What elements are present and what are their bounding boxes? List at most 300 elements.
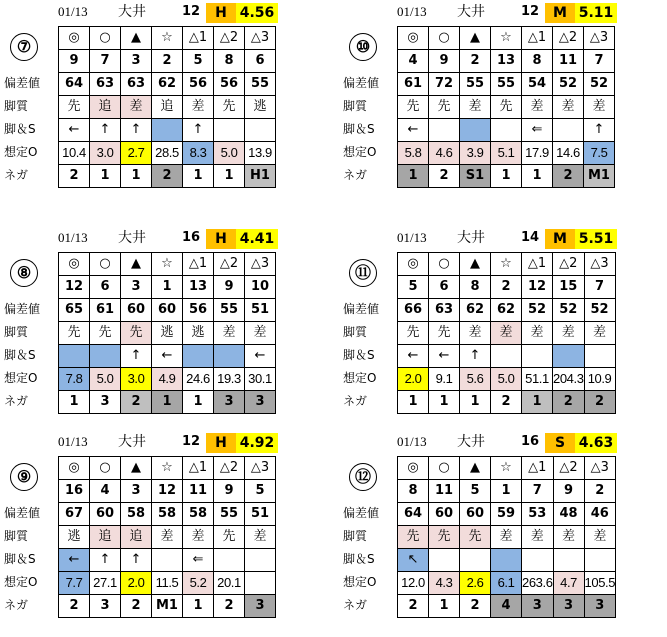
race-track: 大井 — [457, 4, 485, 20]
race-date: 01/13 — [58, 4, 88, 19]
running-style-cell: 先 — [398, 322, 429, 345]
row-label: 脚質 — [4, 99, 29, 113]
race-number: ⑦ — [10, 33, 38, 61]
deviation-cell: 60 — [460, 503, 491, 526]
legs-speed-cell: ↖ — [398, 549, 429, 572]
running-style-cell: 追 — [90, 526, 121, 549]
mark-cell: ◎ — [398, 457, 429, 480]
race-number: ⑨ — [10, 463, 38, 491]
expected-odds-row — [398, 368, 616, 391]
race-track: 大井 — [118, 434, 146, 450]
deviation-cell: 55 — [491, 73, 522, 96]
negative-cell: S1 — [460, 165, 491, 188]
deviation-cell: 56 — [214, 73, 245, 96]
negative-cell: 2 — [553, 391, 585, 414]
deviation-cell: 63 — [90, 73, 121, 96]
row-label: 偏差値 — [4, 302, 41, 316]
negative-cell: 3 — [90, 391, 121, 414]
expected-odds-cell: 19.3 — [214, 368, 245, 391]
deviation-cell: 60 — [121, 299, 152, 322]
row-label: ネガ — [343, 394, 368, 408]
legs-speed-cell: ← — [398, 119, 429, 142]
mark-cell: △2 — [553, 457, 584, 480]
negative-cell: 3 — [90, 595, 121, 618]
score-badge: 4.92 — [236, 433, 278, 453]
mark-cell: ◎ — [59, 27, 90, 50]
horse-number-cell: 5 — [183, 50, 214, 73]
legs-speed-cell — [214, 119, 245, 142]
negative-cell: 3 — [553, 595, 584, 618]
horse-number-row — [59, 50, 276, 73]
race-header — [339, 0, 667, 24]
mark-cell: ▲ — [460, 457, 491, 480]
negative-cell: 1 — [183, 595, 214, 618]
row-label: 偏差値 — [4, 76, 41, 90]
mark-cell: ▲ — [121, 457, 152, 480]
row-label: ネガ — [4, 598, 29, 612]
legs-speed-cell — [522, 345, 553, 368]
race-header — [0, 0, 330, 24]
running-style-cell: 差 — [584, 322, 615, 345]
negative-cell: 2 — [214, 595, 245, 618]
deviation-cell: 51 — [245, 299, 276, 322]
legs-speed-cell — [245, 549, 276, 572]
deviation-cell: 52 — [584, 299, 615, 322]
expected-odds-cell: 7.7 — [59, 572, 90, 595]
expected-odds-cell: 4.9 — [152, 368, 183, 391]
mark-cell: △3 — [584, 253, 615, 276]
horse-number-row — [398, 480, 616, 503]
expected-odds-cell: 7.5 — [584, 142, 615, 165]
expected-odds-cell: 51.1 — [522, 368, 553, 391]
running-style-cell: 差 — [522, 96, 553, 119]
row-label: 想定O — [4, 371, 38, 385]
legs-speed-cell: ← — [59, 549, 90, 572]
prediction-table — [58, 456, 276, 618]
negative-cell: 2 — [491, 391, 522, 414]
row-label: 脚質 — [343, 325, 368, 339]
field-size: 16 — [182, 230, 201, 245]
horse-number-cell: 7 — [584, 276, 615, 299]
row-label: 偏差値 — [343, 506, 380, 520]
horse-number-cell: 7 — [584, 50, 615, 73]
legs-speed-cell — [491, 345, 522, 368]
horse-number-cell: 10 — [245, 276, 276, 299]
expected-odds-row — [59, 572, 276, 595]
grade-badge: H — [206, 433, 236, 453]
deviation-cell: 55 — [245, 73, 276, 96]
negative-cell: 2 — [121, 595, 152, 618]
mark-cell: △2 — [553, 253, 585, 276]
horse-number-cell: 12 — [59, 276, 90, 299]
deviation-cell: 72 — [429, 73, 460, 96]
field-size: 12 — [521, 4, 540, 19]
negative-cell: 2 — [59, 595, 90, 618]
grade-badge: M — [545, 3, 575, 23]
legs-speed-cell: ← — [152, 345, 183, 368]
negative-cell: 2 — [121, 391, 152, 414]
expected-odds-cell: 204.3 — [553, 368, 585, 391]
running-style-cell: 先 — [59, 322, 90, 345]
legs-speed-cell — [90, 345, 121, 368]
field-size: 14 — [521, 230, 540, 245]
legs-speed-cell: ↑ — [584, 119, 615, 142]
race-header — [339, 226, 667, 250]
horse-number-cell: 2 — [584, 480, 616, 503]
horse-number-cell: 13 — [491, 50, 522, 73]
legs-speed-cell — [152, 119, 183, 142]
negative-cell: 2 — [553, 165, 584, 188]
row-label: 偏差値 — [4, 506, 41, 520]
running-style-cell: 追 — [152, 96, 183, 119]
mark-row — [398, 253, 616, 276]
prediction-table — [58, 252, 276, 414]
legs-speed-cell — [183, 345, 214, 368]
race-number: ⑧ — [10, 259, 38, 287]
mark-row — [59, 253, 276, 276]
expected-odds-cell: 5.1 — [491, 142, 522, 165]
mark-cell: ○ — [90, 253, 121, 276]
running-style-row — [398, 526, 616, 549]
deviation-cell: 55 — [460, 73, 491, 96]
grade-badge: H — [206, 229, 236, 249]
negative-cell: 3 — [584, 595, 616, 618]
race-date: 01/13 — [397, 4, 427, 19]
deviation-cell: 46 — [584, 503, 616, 526]
mark-cell: ◎ — [398, 27, 429, 50]
running-style-cell: 差 — [245, 526, 276, 549]
mark-cell: △1 — [522, 457, 554, 480]
legs-speed-cell — [553, 549, 584, 572]
legs-speed-cell — [59, 345, 90, 368]
deviation-cell: 60 — [429, 503, 460, 526]
negative-cell: 3 — [245, 391, 276, 414]
race-panel — [0, 0, 330, 205]
mark-row — [59, 27, 276, 50]
legs-speed-cell: ↑ — [121, 119, 152, 142]
race-header — [0, 430, 330, 454]
field-size: 12 — [182, 4, 201, 19]
running-style-cell: 逃 — [183, 322, 214, 345]
mark-row — [398, 457, 616, 480]
running-style-cell: 先 — [398, 526, 429, 549]
mark-cell: ☆ — [491, 253, 522, 276]
legs-speed-cell — [491, 119, 522, 142]
expected-odds-cell: 10.9 — [584, 368, 615, 391]
negative-cell: 1 — [398, 165, 429, 188]
deviation-cell: 53 — [522, 503, 554, 526]
mark-cell: ○ — [429, 253, 460, 276]
negative-cell: 1 — [214, 165, 245, 188]
negative-cell: 1 — [90, 165, 121, 188]
race-number: ⑫ — [349, 463, 377, 491]
horse-number-cell: 5 — [460, 480, 491, 503]
deviation-cell: 60 — [152, 299, 183, 322]
legs-speed-cell — [553, 345, 585, 368]
deviation-cell: 62 — [460, 299, 491, 322]
deviation-cell: 62 — [491, 299, 522, 322]
legs-speed-cell: ⇐ — [183, 549, 214, 572]
running-style-cell: 差 — [553, 96, 584, 119]
horse-number-cell: 3 — [121, 50, 152, 73]
mark-cell: ○ — [90, 457, 121, 480]
running-style-cell: 逃 — [152, 322, 183, 345]
deviation-row — [59, 503, 276, 526]
deviation-cell: 52 — [584, 73, 615, 96]
negative-row — [398, 595, 616, 618]
negative-cell: 1 — [183, 165, 214, 188]
legs-speed-row — [398, 345, 616, 368]
deviation-cell: 58 — [152, 503, 183, 526]
expected-odds-cell: 6.1 — [491, 572, 522, 595]
negative-cell: 1 — [121, 165, 152, 188]
mark-cell: △2 — [214, 27, 245, 50]
horse-number-cell: 2 — [491, 276, 522, 299]
horse-number-cell: 8 — [214, 50, 245, 73]
expected-odds-cell: 13.9 — [245, 142, 276, 165]
deviation-cell: 52 — [553, 73, 584, 96]
running-style-cell: 差 — [460, 322, 491, 345]
deviation-cell: 52 — [522, 299, 553, 322]
negative-cell: 1 — [522, 165, 553, 188]
grade-badge: S — [545, 433, 575, 453]
horse-number-cell: 7 — [90, 50, 121, 73]
negative-cell: 3 — [214, 391, 245, 414]
deviation-row — [398, 73, 615, 96]
running-style-cell: 差 — [245, 322, 276, 345]
mark-cell: △3 — [584, 457, 616, 480]
expected-odds-cell: 4.6 — [429, 142, 460, 165]
running-style-cell: 先 — [214, 96, 245, 119]
mark-cell: ▲ — [460, 27, 491, 50]
running-style-cell: 先 — [429, 96, 460, 119]
negative-row — [59, 165, 276, 188]
mark-cell: △2 — [214, 457, 245, 480]
running-style-cell: 先 — [460, 526, 491, 549]
row-label: 脚質 — [343, 529, 368, 543]
horse-number-cell: 11 — [553, 50, 584, 73]
expected-odds-cell: 20.1 — [214, 572, 245, 595]
mark-cell: ○ — [429, 27, 460, 50]
negative-cell: 1 — [429, 391, 460, 414]
expected-odds-cell: 9.1 — [429, 368, 460, 391]
running-style-cell: 差 — [584, 96, 615, 119]
running-style-cell: 先 — [90, 322, 121, 345]
legs-speed-cell: ↑ — [121, 549, 152, 572]
score-badge: 4.56 — [236, 3, 278, 23]
horse-number-cell: 4 — [90, 480, 121, 503]
horse-number-cell: 3 — [121, 480, 152, 503]
running-style-cell: 追 — [121, 526, 152, 549]
running-style-cell: 先 — [398, 96, 429, 119]
horse-number-cell: 6 — [90, 276, 121, 299]
mark-cell: △3 — [584, 27, 615, 50]
legs-speed-row — [59, 119, 276, 142]
horse-number-row — [59, 480, 276, 503]
negative-cell: 3 — [245, 595, 276, 618]
mark-cell: ▲ — [121, 27, 152, 50]
legs-speed-cell — [522, 549, 554, 572]
race-date: 01/13 — [58, 434, 88, 449]
row-label: 脚＆S — [343, 122, 375, 136]
expected-odds-cell: 4.7 — [553, 572, 584, 595]
prediction-table — [397, 252, 616, 414]
deviation-cell: 55 — [214, 299, 245, 322]
horse-number-cell: 8 — [460, 276, 491, 299]
deviation-cell: 64 — [59, 73, 90, 96]
negative-cell: H1 — [245, 165, 276, 188]
expected-odds-cell: 7.8 — [59, 368, 90, 391]
legs-speed-row — [59, 549, 276, 572]
expected-odds-cell: 24.6 — [183, 368, 214, 391]
row-label: ネガ — [343, 598, 368, 612]
running-style-cell: 先 — [429, 322, 460, 345]
expected-odds-cell: 10.4 — [59, 142, 90, 165]
row-label: 脚＆S — [4, 348, 36, 362]
mark-cell: △1 — [183, 253, 214, 276]
negative-cell: 1 — [398, 391, 429, 414]
expected-odds-cell: 5.8 — [398, 142, 429, 165]
legs-speed-cell: ↑ — [460, 345, 491, 368]
mark-cell: △1 — [522, 253, 553, 276]
deviation-cell: 63 — [429, 299, 460, 322]
race-panel — [339, 430, 667, 635]
deviation-cell: 63 — [121, 73, 152, 96]
race-date: 01/13 — [397, 434, 427, 449]
legs-speed-cell: ← — [245, 345, 276, 368]
mark-cell: △1 — [183, 27, 214, 50]
negative-row — [398, 391, 616, 414]
deviation-row — [398, 299, 616, 322]
mark-row — [59, 457, 276, 480]
row-label: 脚質 — [4, 325, 29, 339]
race-date: 01/13 — [397, 230, 427, 245]
row-label: 偏差値 — [343, 302, 380, 316]
horse-number-cell: 16 — [59, 480, 90, 503]
negative-cell: 1 — [183, 391, 214, 414]
mark-cell: △3 — [245, 253, 276, 276]
horse-number-cell: 9 — [59, 50, 90, 73]
score-badge: 5.11 — [575, 3, 617, 23]
row-label: 想定O — [343, 575, 377, 589]
expected-odds-row — [59, 368, 276, 391]
row-label: 偏差値 — [343, 76, 380, 90]
horse-number-cell: 11 — [429, 480, 460, 503]
mark-cell: ○ — [429, 457, 460, 480]
row-label: 想定O — [4, 575, 38, 589]
row-label: 想定O — [343, 371, 377, 385]
mark-cell: ▲ — [460, 253, 491, 276]
score-badge: 4.41 — [236, 229, 278, 249]
race-track: 大井 — [118, 230, 146, 246]
running-style-row — [59, 96, 276, 119]
expected-odds-cell: 5.0 — [214, 142, 245, 165]
race-date: 01/13 — [58, 230, 88, 245]
race-number: ⑪ — [349, 259, 377, 287]
mark-row — [398, 27, 615, 50]
expected-odds-cell: 3.0 — [121, 368, 152, 391]
running-style-cell: 先 — [214, 526, 245, 549]
legs-speed-cell: ↑ — [121, 345, 152, 368]
legs-speed-cell: ← — [429, 345, 460, 368]
expected-odds-cell: 11.5 — [152, 572, 183, 595]
mark-cell: ☆ — [491, 457, 522, 480]
horse-number-cell: 8 — [522, 50, 553, 73]
running-style-cell: 追 — [90, 96, 121, 119]
legs-speed-row — [398, 119, 615, 142]
race-header — [0, 226, 330, 250]
expected-odds-cell: 2.0 — [398, 368, 429, 391]
mark-cell: △2 — [553, 27, 584, 50]
mark-cell: ☆ — [152, 457, 183, 480]
expected-odds-cell: 4.3 — [429, 572, 460, 595]
legs-speed-cell — [214, 345, 245, 368]
legs-speed-cell — [429, 119, 460, 142]
row-label: ネガ — [4, 168, 29, 182]
race-panel — [339, 226, 667, 431]
race-track: 大井 — [118, 4, 146, 20]
deviation-cell: 60 — [90, 503, 121, 526]
score-badge: 4.63 — [575, 433, 617, 453]
deviation-cell: 56 — [183, 73, 214, 96]
negative-cell: M1 — [152, 595, 183, 618]
deviation-row — [59, 73, 276, 96]
deviation-cell: 56 — [183, 299, 214, 322]
legs-speed-cell — [429, 549, 460, 572]
horse-number-cell: 2 — [460, 50, 491, 73]
horse-number-cell: 8 — [398, 480, 429, 503]
negative-cell: 1 — [491, 165, 522, 188]
deviation-cell: 54 — [522, 73, 553, 96]
field-size: 12 — [182, 434, 201, 449]
negative-cell: M1 — [584, 165, 615, 188]
legs-speed-cell: ↑ — [90, 119, 121, 142]
horse-number-cell: 3 — [121, 276, 152, 299]
deviation-cell: 52 — [553, 299, 585, 322]
legs-speed-cell — [460, 119, 491, 142]
mark-cell: ☆ — [491, 27, 522, 50]
horse-number-cell: 4 — [398, 50, 429, 73]
running-style-cell: 先 — [491, 96, 522, 119]
running-style-cell: 差 — [522, 322, 553, 345]
running-style-cell: 差 — [491, 322, 522, 345]
expected-odds-cell: 3.0 — [90, 142, 121, 165]
expected-odds-row — [59, 142, 276, 165]
race-track: 大井 — [457, 230, 485, 246]
row-label: 脚＆S — [343, 552, 375, 566]
row-label: 想定O — [343, 145, 377, 159]
legs-speed-cell: ↑ — [90, 549, 121, 572]
horse-number-cell: 15 — [553, 276, 585, 299]
deviation-cell: 67 — [59, 503, 90, 526]
race-panel — [0, 430, 330, 635]
deviation-cell: 55 — [214, 503, 245, 526]
field-size: 16 — [521, 434, 540, 449]
horse-number-cell: 9 — [553, 480, 584, 503]
running-style-row — [398, 96, 615, 119]
horse-number-cell: 12 — [522, 276, 553, 299]
deviation-cell: 58 — [183, 503, 214, 526]
negative-cell: 1 — [152, 391, 183, 414]
running-style-cell: 差 — [491, 526, 522, 549]
negative-cell: 1 — [522, 391, 553, 414]
running-style-cell: 差 — [121, 96, 152, 119]
running-style-row — [398, 322, 616, 345]
legs-speed-cell — [584, 549, 616, 572]
negative-cell: 1 — [59, 391, 90, 414]
row-label: 脚質 — [4, 529, 29, 543]
legs-speed-cell — [214, 549, 245, 572]
